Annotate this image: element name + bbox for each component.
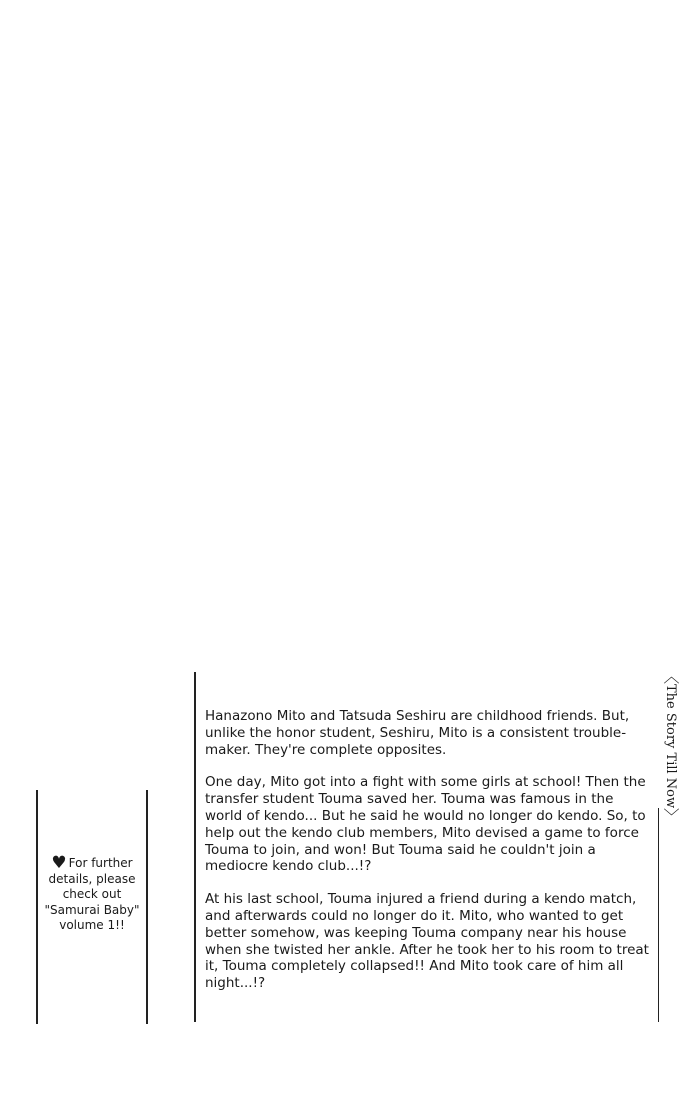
story-summary <box>205 708 653 1008</box>
story-paragraph-2: One day, Mito got into a fight with some girls at school! Then the transfer student Touma saved her. Touma was famous in the world of kendo... But he said he would no longer do kendo. So, to help out the kendo club members, Mito devised a game to force Touma to join, and won! But Touma said he couldn't join a mediocre kendo club...!? <box>205 774 646 875</box>
story-title <box>660 668 680 825</box>
title-close-bracket: 〉 <box>661 808 680 825</box>
title-open-bracket: 〈 <box>661 668 680 684</box>
story-paragraph-1: Hanazono Mito and Tatsuda Seshiru are childhood friends. But, unlike the honor student, Seshiru, Mito is a consistent trouble-maker. They're complete opposites. <box>205 708 630 758</box>
right-divider-line <box>658 808 659 1022</box>
story-paragraph-3: At his last school, Touma injured a friend during a kendo match, and afterwards could no longer do it. Mito, who wanted to get better somehow, was keeping Touma company near his house when she twisted her ankle. After he took her to his room to treat it, Touma completely collapsed!! And Mito took care of him all night...!? <box>205 891 649 992</box>
sidebar-note <box>38 853 146 934</box>
heart-icon: ♥ <box>51 853 67 873</box>
title-text: The Story Till Now <box>663 684 678 809</box>
sidebar-note-text: For further details, please check out "Samurai Baby" volume 1!! <box>44 856 140 932</box>
divider-line <box>194 672 196 1022</box>
sidebar-note-box <box>36 790 148 1024</box>
